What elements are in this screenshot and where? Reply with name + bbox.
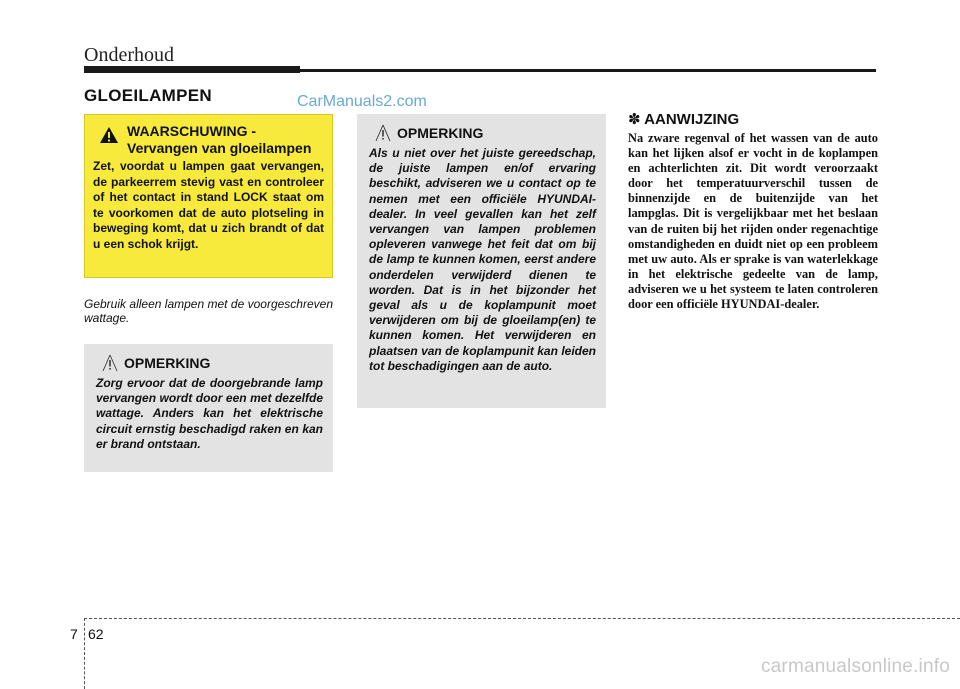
caution-triangle-icon bbox=[102, 354, 118, 372]
note-title-middle: OPMERKING bbox=[397, 125, 484, 141]
intro-text: Gebruik alleen lampen met de voorgeschreven wattage. bbox=[84, 297, 333, 325]
section-heading: GLOEILAMPEN bbox=[84, 86, 212, 105]
warning-triangle-icon bbox=[99, 126, 119, 144]
watermark-top: CarManuals2.com bbox=[297, 93, 427, 110]
warning-header bbox=[93, 123, 324, 157]
note-box-middle bbox=[357, 114, 606, 408]
footer-divider bbox=[84, 618, 960, 619]
note-body-left: Zorg ervoor dat de doorgebrande lamp vervangen wordt door een met dezelfde wattage. Anders kan het elektrische circuit ernstig beschadigd raken en kan er brand ontstaan. bbox=[96, 376, 323, 451]
page-header-title: Onderhoud bbox=[84, 44, 174, 66]
caution-triangle-icon bbox=[375, 124, 391, 142]
tip-body: Na zware regenval of het wassen van de auto kan het lijken alsof er vocht in de koplampen en achterlichten zit. Dit wordt veroorzaakt door het temperatuurverschil tussen de binnenzijde en de buitenzijde van het lampglas. Dit is vergelijkbaar met het beslaan van de ruiten bij het rijden onder regenachtige omstandigheden en duidt niet op een probleem met uw auto. Als er sprake is van waterlekkage in het elektrische gedeelte van de lamp, adviseren we u het systeem te laten controleren door een officiële HYUNDAI-dealer. bbox=[628, 131, 878, 312]
note-header-left bbox=[96, 354, 323, 372]
warning-title: WAARSCHUWING - Vervangen van gloeilampen bbox=[127, 123, 312, 156]
header-rule-thin bbox=[300, 69, 876, 72]
tip-heading: ✽ AANWIJZING bbox=[628, 111, 740, 128]
note-title-left: OPMERKING bbox=[124, 355, 211, 371]
watermark-footer: carmanualsonline.info bbox=[760, 656, 950, 677]
note-box-left bbox=[84, 344, 333, 472]
header-rule-thick bbox=[84, 66, 300, 73]
page-number: 62 bbox=[88, 626, 104, 642]
footer-vertical-divider bbox=[84, 618, 85, 689]
warning-box bbox=[84, 114, 333, 278]
note-header-middle bbox=[369, 124, 596, 142]
warning-body: Zet, voordat u lampen gaat vervangen, de parkeerrem stevig vast en controleer of het contact in stand LOCK staat om te voorkomen dat de auto plotseling in beweging komt, dat u zich brandt of dat u een schok krijgt. bbox=[93, 159, 324, 251]
chapter-number: 7 bbox=[70, 626, 78, 642]
note-body-middle: Als u niet over het juiste gereedschap, de juiste lampen en/of ervaring beschikt, adviseren we u contact op te nemen met een officiële HYUNDAI-dealer. In veel gevallen kan het zelf vervangen van lampen problemen opleveren vanwege het feit dat om bij de lamp te kunnen komen, eerst andere onderdelen verwijderd dienen te worden. Dat is in het bijzonder het geval als u de koplampunit moet verwijderen om bij de gloeilamp(en) te kunnen komen. Het verwijderen en plaatsen van de koplampunit kan leiden tot beschadigingen aan de auto. bbox=[369, 146, 596, 373]
